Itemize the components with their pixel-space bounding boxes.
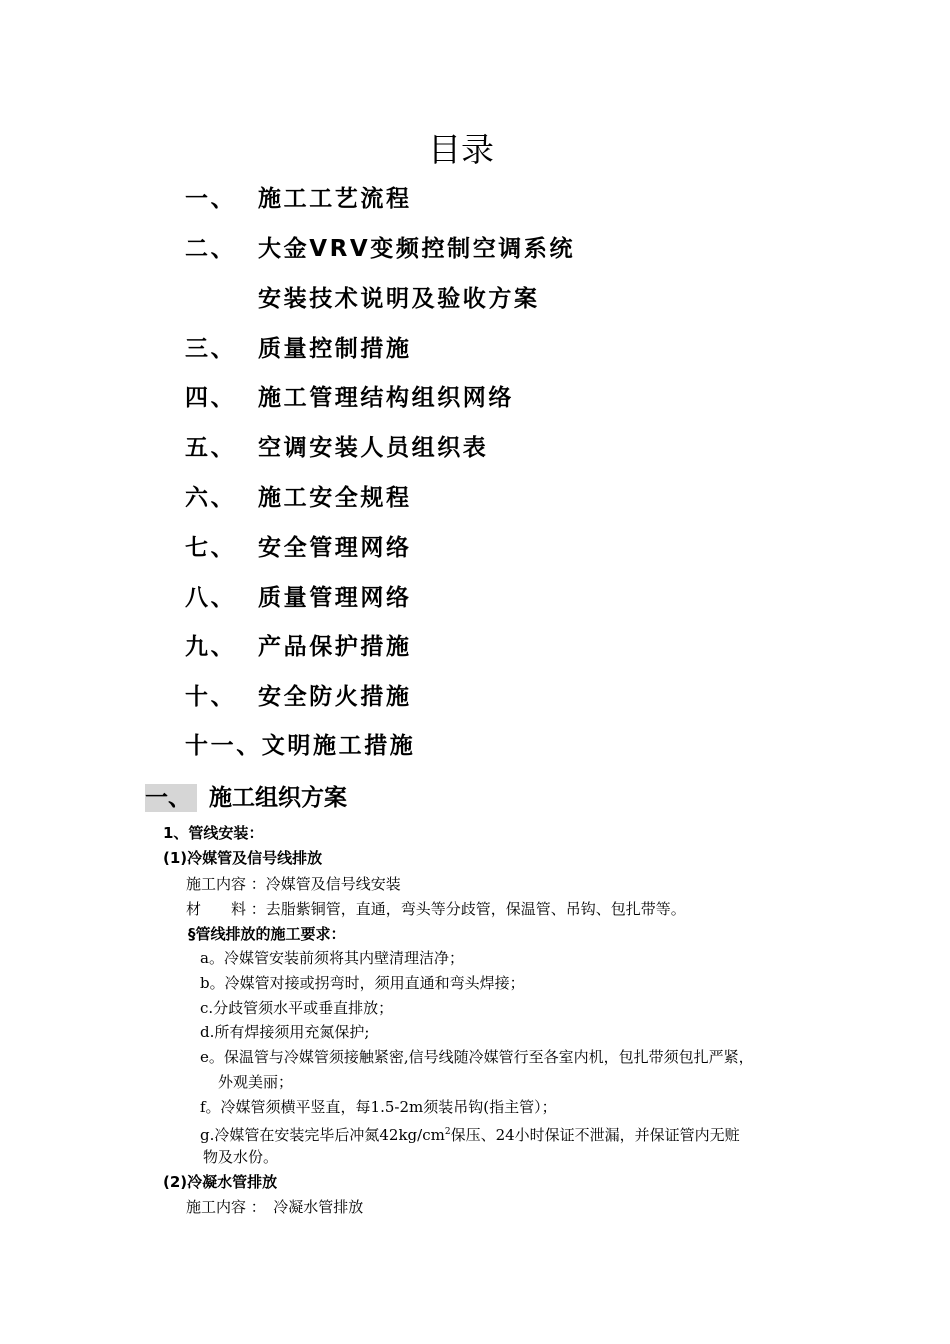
toc-item-number: 四、 <box>185 385 237 411</box>
toc-item-label: 十一、文明施工措施 <box>185 733 416 759</box>
requirement-text: g.冷媒管在安装完毕后冲氮42kg/cm <box>200 1126 445 1144</box>
requirements-heading: §管线排放的施工要求： <box>188 925 346 943</box>
material-line <box>186 897 686 921</box>
requirement-item-continued: 外观美丽； <box>218 1073 294 1091</box>
requirement-item: d.所有焊接须用充氮保护; <box>200 1023 370 1041</box>
requirement-item: a。冷媒管安装前须将其内壁清理洁净； <box>200 949 464 967</box>
toc-item-number: 六、 <box>185 485 237 511</box>
toc-item-label: 质量管理网络 <box>258 585 412 611</box>
requirement-text: 保压、24小时保证不泄漏，并保证管内无赃 <box>450 1126 740 1144</box>
toc-item-label: 安装技术说明及验收方案 <box>258 286 540 312</box>
part-heading: (2)冷凝水管排放 <box>163 1173 278 1191</box>
toc-item-number: 七、 <box>185 535 237 561</box>
toc-item-number: 八、 <box>185 585 237 611</box>
toc-item-number: 三、 <box>185 336 237 362</box>
content-line: 施工内容 ： 冷凝水管排放 <box>186 1198 364 1216</box>
requirement-item <box>200 1120 740 1144</box>
toc-item-label: 施工安全规程 <box>258 485 412 511</box>
toc-item-label: 空调安装人员组织表 <box>258 435 489 461</box>
subsection-heading: 1、管线安装： <box>163 824 264 842</box>
toc-item-number: 二、 <box>185 236 237 262</box>
requirement-item: f。冷媒管须横平竖直，每1.5-2m须装吊钩(指主管）； <box>200 1098 557 1116</box>
toc-item-label: 大金VRV变频控制空调系统 <box>258 236 576 262</box>
material-value: ：去脂紫铜管，直通，弯头等分歧管，保温管、吊钩、包扎带等。 <box>250 900 686 918</box>
section-title: 施工组织方案 <box>209 784 347 811</box>
toc-item-label: 施工管理结构组织网络 <box>258 385 514 411</box>
requirement-item: c.分歧管须水平或垂直排放； <box>200 999 394 1017</box>
material-label: 材 料 <box>186 900 247 918</box>
superscript: 2 <box>444 1127 451 1137</box>
toc-item-label: 施工工艺流程 <box>258 186 412 212</box>
requirement-item: b。冷媒管对接或拐弯时，须用直通和弯头焊接； <box>200 974 525 992</box>
section-heading <box>145 778 347 816</box>
toc-item-number: 九、 <box>185 634 237 660</box>
section-number: 一、 <box>145 784 197 812</box>
requirement-item-continued: 物及水份。 <box>203 1148 279 1166</box>
toc-item-label: 安全管理网络 <box>258 535 412 561</box>
part-heading: (1)冷媒管及信号线排放 <box>163 849 323 867</box>
toc-item-number: 五、 <box>185 435 237 461</box>
toc-title: 目录 <box>428 130 494 169</box>
toc-item-label: 质量控制措施 <box>258 336 412 362</box>
requirement-item: e。保温管与冷媒管须接触紧密,信号线随冷媒管行至各室内机，包扎带须包扎严紧， <box>200 1048 754 1066</box>
toc-item-label: 产品保护措施 <box>258 634 412 660</box>
toc-item-number: 十、 <box>185 684 237 710</box>
content-line: 施工内容 ：冷媒管及信号线安装 <box>186 875 401 893</box>
toc-item-number: 一、 <box>185 186 237 212</box>
toc-item-label: 安全防火措施 <box>258 684 412 710</box>
